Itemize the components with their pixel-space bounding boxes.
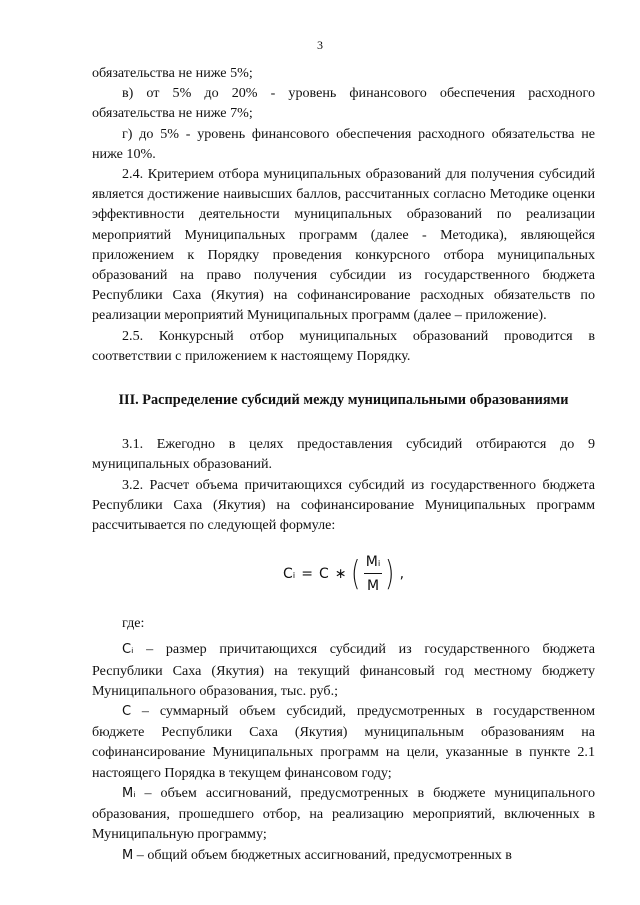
paragraph: 2.4. Критерием отбора муниципальных образований для получения субсидий является достижение наивысших баллов, рассчитанных согласно Методике оценки эффективности деятельности муниципальных образований по реализации мероприятий Муниципальных программ (далее - Методика), являющейся приложением к Порядку проведения конкурсного отбора муниципальных образований на право получения субсидии из государственного бюджета Республики Саха (Якутия) на софинансирование расходных обязательств по реализации мероприятий Муниципальных программ (далее – приложение).: [92, 166, 595, 324]
definition-symbol: Cᵢ: [122, 642, 134, 658]
definition-symbol: M: [122, 847, 134, 863]
definition-text: – общий объем бюджетных ассигнований, предусмотренных в: [133, 846, 512, 863]
paragraph: 3.2. Расчет объема причитающихся субсидий из государственного бюджета Республики Саха (Якутия) на софинансирование Муниципальных программ рассчитывается по следующей формуле:: [92, 476, 595, 534]
definition-text: – размер причитающихся субсидий из государственного бюджета Республики Саха (Якутия) на текущий финансовый год местному бюджету Муниципального образования, тыс. руб.;: [92, 641, 595, 699]
formula-comma: ,: [399, 566, 405, 583]
where-label: где:: [122, 615, 145, 632]
fraction-numerator: Mᵢ: [364, 552, 383, 574]
definition: [92, 639, 595, 701]
definition-symbol: C: [122, 704, 132, 720]
definition-text: – суммарный объем субсидий, предусмотренных в государственном бюджете Республики Саха (Якутия) муниципальным образованиям на софинансирование Муниципальных программ на цели, указанные в пункте 2.1 настоящего Порядка в текущем финансовом году;: [92, 703, 595, 781]
paragraph: в) от 5% до 20% - уровень финансового обеспечения расходного обязательства не ниже 7%;: [92, 85, 595, 122]
right-paren: ): [385, 554, 395, 595]
formula-operator: ∗: [334, 566, 347, 583]
section-heading: III. Распределение субсидий между муниципальными образованиями: [118, 392, 569, 409]
paragraph: обязательства не ниже 5%;: [92, 65, 253, 81]
definition: [92, 845, 595, 866]
formula: [92, 535, 595, 613]
document-body: [92, 63, 595, 866]
formula-c: C: [318, 566, 329, 583]
page-number: 3: [317, 38, 323, 52]
definition: [92, 701, 595, 783]
formula-equals: =: [301, 566, 313, 583]
formula-lhs: Cᵢ: [282, 566, 296, 583]
definition-symbol: Mᵢ: [122, 785, 136, 801]
fraction-denominator: M: [366, 578, 380, 595]
paragraph: 2.5. Конкурсный отбор муниципальных образований проводится в соответствии с приложением к настоящему Порядку.: [92, 327, 595, 364]
definition-text: – объем ассигнований, предусмотренных в бюджете муниципального образования, прошедшего отбор, на реализацию мероприятий, включенных в Муниципальную программу;: [92, 784, 595, 843]
left-paren: (: [351, 554, 361, 595]
paragraph: г) до 5% - уровень финансового обеспечения расходного обязательства не ниже 10%.: [92, 125, 595, 162]
formula-fraction: [364, 552, 383, 596]
definition: [92, 783, 595, 845]
paragraph: 3.1. Ежегодно в целях предоставления субсидий отбираются до 9 муниципальных образований.: [92, 436, 595, 473]
